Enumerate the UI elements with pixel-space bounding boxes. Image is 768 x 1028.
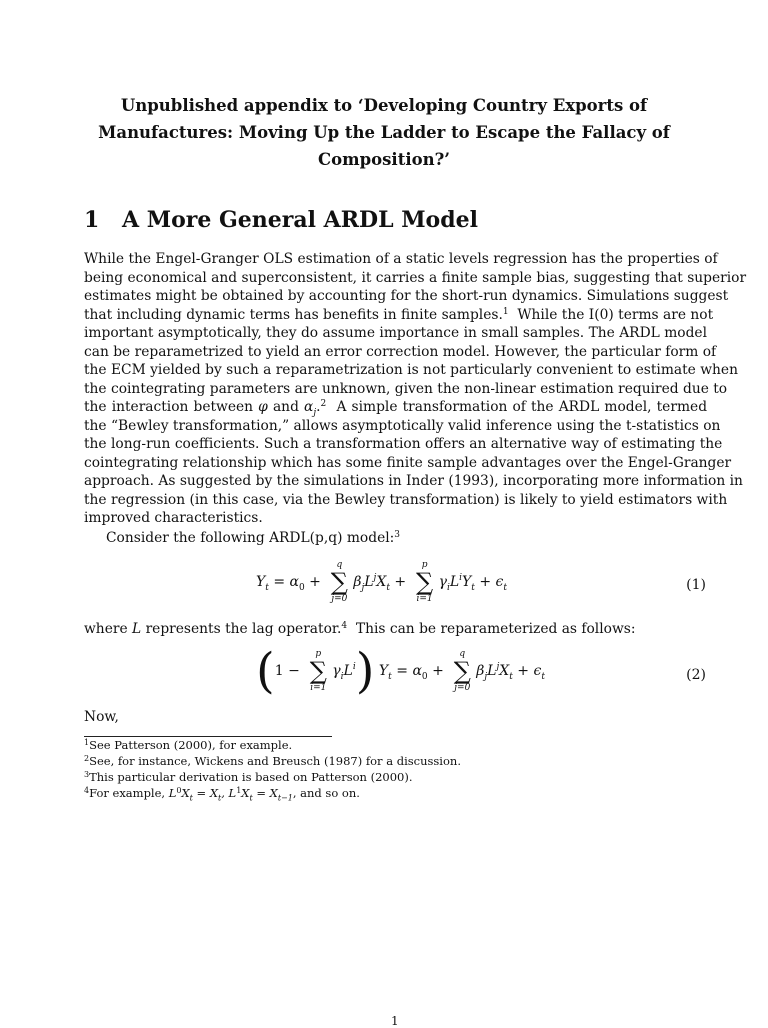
section-heading bbox=[84, 207, 478, 233]
footnote-mark: 2 bbox=[84, 754, 90, 763]
paragraph-1 bbox=[84, 250, 747, 528]
paragraph-3 bbox=[84, 620, 707, 639]
text-segment: and bbox=[272, 399, 299, 415]
text-line: Now, bbox=[84, 709, 119, 725]
section-number: 1 bbox=[84, 207, 100, 233]
text-line: While the Engel-Granger OLS estimation of a static levels regression has the properties of bbox=[84, 251, 718, 267]
footnote-ref[interactable]: 4 bbox=[341, 621, 348, 631]
sum-symbol: p ∑ i=1 bbox=[416, 560, 434, 604]
text-line: the cointegrating parameters are unknown, given the non-linear estimation required due to bbox=[84, 380, 728, 397]
footnote-mark: 3 bbox=[84, 770, 90, 779]
equation-1-number: (1) bbox=[686, 577, 706, 593]
text-line: being economical and superconsistent, it carries a finite sample bias, suggesting that superior bbox=[84, 269, 747, 286]
footnote-text: See, for instance, Wickens and Breusch (1987) for a discussion. bbox=[89, 754, 461, 768]
section-title: A More General ARDL Model bbox=[122, 207, 478, 233]
text-line: important asymptotically, they do assume importance in small samples. The ARDL model bbox=[84, 325, 707, 341]
text-line bbox=[84, 306, 714, 325]
footnote bbox=[84, 770, 413, 785]
footnote bbox=[84, 738, 292, 753]
title-line: Composition?’ bbox=[318, 150, 450, 169]
footnote-ref[interactable]: 2 bbox=[320, 399, 327, 409]
phi-symbol: φ bbox=[258, 399, 268, 415]
footnote-ref[interactable]: 1 bbox=[502, 306, 509, 317]
sum-symbol: q ∑ j=0 bbox=[453, 649, 471, 693]
text-line: the regression (in this case, via the Bewley transformation) is likely to yield estimators with bbox=[84, 491, 728, 508]
text-line bbox=[84, 620, 707, 639]
paper-title bbox=[84, 92, 684, 173]
text-segment: represents the lag operator. bbox=[145, 621, 342, 637]
text-line: estimates might be obtained by accounting for the short-run dynamics. Simulations suggest bbox=[84, 288, 729, 304]
equation-2: (1 − p ∑ i=1 $\gamma_iL^i$) $Y_t = \alpha_0$ + q ∑ j=0 $\beta_jL^jX_t + \epsilon_t$ bbox=[256, 643, 545, 699]
text-line: the interaction between φ and $\alpha_j.^2$ A simple transformation of the ARDL model, termed bbox=[84, 399, 708, 418]
footnote-math: $L^0X_t = X_t$, $L^1X_t = X_{t-1}$ bbox=[168, 786, 293, 803]
footnote-separator bbox=[84, 736, 332, 737]
text-line: cointegrating relationship which has some finite sample advantages over the Engel-Granger bbox=[84, 454, 732, 471]
text-segment: where bbox=[84, 621, 128, 637]
text-segment: the interaction between bbox=[84, 399, 254, 415]
text-segment: While the I(0) terms are not bbox=[517, 306, 714, 323]
title-line: Unpublished appendix to ‘Developing Country Exports of bbox=[120, 96, 648, 115]
equation-1: $Y_t = \alpha_0$ + q ∑ j=0 $\beta_jL^jX_t$ + p ∑ i=1 $\gamma_iL^iY_t + \epsilon_t$ bbox=[256, 560, 508, 604]
page-number: 1 bbox=[391, 1014, 399, 1028]
lag-operator-symbol: L bbox=[132, 621, 142, 637]
paragraph-4 bbox=[84, 708, 707, 727]
footnote-text: This particular derivation is based on Patterson (2000). bbox=[89, 770, 413, 784]
text-segment: that including dynamic terms has benefits in finite samples. bbox=[84, 306, 503, 323]
text-line: improved characteristics. bbox=[84, 510, 263, 526]
text-segment: Consider the following ARDL(p,q) model: bbox=[106, 530, 395, 546]
sum-symbol: q ∑ j=0 bbox=[330, 560, 348, 604]
text-line: the “Bewley transformation,” allows asymptotically valid inference using the t-statistics on bbox=[84, 417, 721, 434]
sum-symbol: p ∑ i=1 bbox=[309, 649, 327, 693]
footnote-mark: 4 bbox=[84, 786, 90, 795]
text-segment: This can be reparameterized as follows: bbox=[355, 621, 636, 637]
title-line: Manufactures: Moving Up the Ladder to Escape the Fallacy of bbox=[98, 123, 670, 142]
text-line: approach. As suggested by the simulations in Inder (1993), incorporating more information in bbox=[84, 473, 743, 489]
text-line: the ECM yielded by such a reparametrization is not particularly convenient to estimate when bbox=[84, 362, 738, 378]
text-line bbox=[106, 529, 706, 548]
footnote: $^4$For example, $L^0X_t = X_t$, $L^1X_t = X_{t-1}$, and so on. bbox=[84, 786, 360, 803]
equation-2-number: (2) bbox=[686, 667, 706, 683]
text-segment: A simple transformation of the ARDL model, termed bbox=[336, 399, 708, 415]
footnote-text: See Patterson (2000), for example. bbox=[89, 738, 293, 752]
footnote-ref[interactable]: 3 bbox=[394, 530, 401, 540]
footnote-text: For example, bbox=[89, 786, 166, 800]
text-line: can be reparametrized to yield an error correction model. However, the particular form of bbox=[84, 343, 717, 360]
footnote bbox=[84, 754, 461, 769]
footnote-text: and so on. bbox=[300, 786, 360, 800]
footnote-mark: 1 bbox=[84, 738, 90, 747]
paragraph-2 bbox=[106, 529, 706, 548]
alpha-j-symbol: $\alpha_j$ bbox=[304, 399, 317, 418]
text-line: the long-run coefficients. Such a transformation offers an alternative way of estimating the bbox=[84, 436, 723, 452]
